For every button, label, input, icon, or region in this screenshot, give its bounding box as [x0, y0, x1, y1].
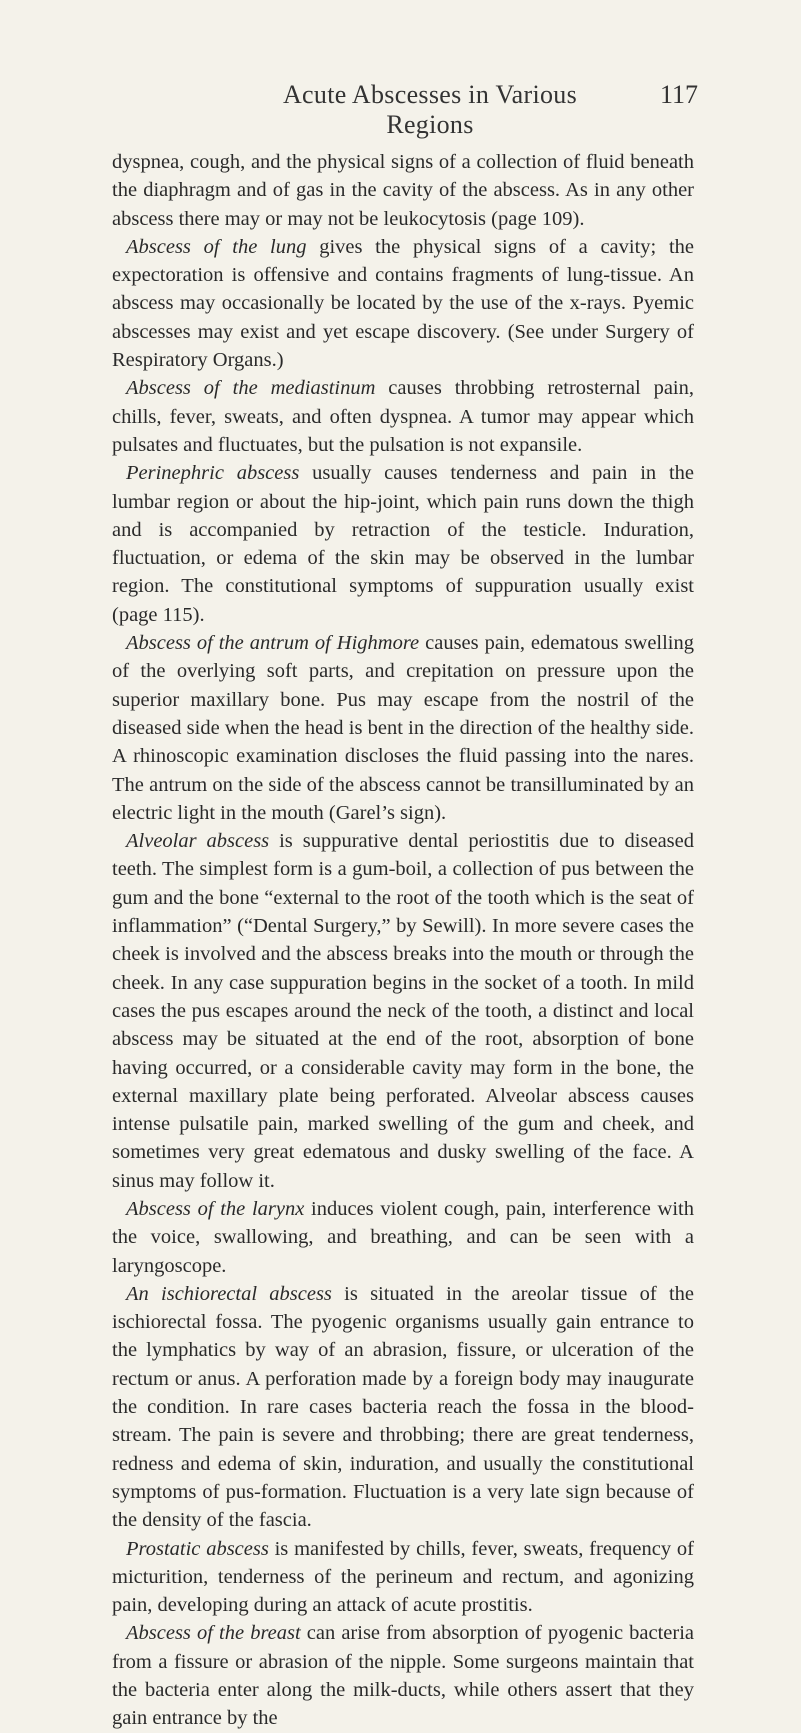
paragraph-term: Abscess of the antrum of Highmore: [126, 632, 420, 655]
paragraph-text: dyspnea, cough, and the physical signs of a collection of fluid beneath the diaphragm and of gas in the cavity of the abscess. As in any other abscess there may or may not be leukocytosis (page 109).: [112, 151, 694, 230]
paragraph-text: induces violent cough, pain, interference with the voice, swallowing, and breathing, and can be seen with a laryngoscope.: [112, 1197, 695, 1277]
paragraph-perinephric-abscess: [112, 459, 694, 629]
paragraph-larynx-abscess: [112, 1195, 694, 1280]
paragraph-term: Abscess of the lung: [126, 235, 307, 258]
body-text: [112, 148, 694, 1733]
paragraph-text: causes throbbing retrosternal pain, chills, fever, sweats, and often dyspnea. A tumor may appear which pulsates and fluctuates, but the pulsation is not expansile.: [112, 377, 694, 456]
paragraph-term: Prostatic abscess: [126, 1537, 269, 1560]
paragraph-term: Alveolar abscess: [126, 830, 270, 853]
paragraph-text: gives the physical signs of a cavity; the expectoration is offensive and contains fragments of lung-tissue. An abscess may occasionally be located by the use of the x-rays. Pyemic abscesses may exist and yet escape discovery. (See under Surgery of Respiratory Organs.): [112, 235, 694, 372]
page-number: 117: [660, 80, 699, 109]
paragraph-alveolar-abscess: [112, 827, 694, 1195]
paragraph-text: can arise from absorption of pyogenic bacteria from a fissure or abrasion of the nipple. Some surgeons maintain that the bacteria enter along the milk-ducts, while others assert that they gain entrance by the: [112, 1622, 694, 1730]
paragraph-text: causes pain, edematous swelling of the overlying soft parts, and crepitation on pressure upon the superior maxillary bone. Pus may escape from the nostril of the diseased side when the head is bent in the direction of the healthy side. A rhinoscopic examination discloses the fluid passing into the nares. The antrum on the side of the abscess cannot be transilluminated by an electric light in the mouth (Garel’s sign).: [112, 632, 695, 824]
paragraph-text: is suppurative dental periostitis due to diseased teeth. The simplest form is a gum-boil, a collection of pus between the gum and the bone “external to the root of the tooth which is the seat of inflammation” (“Dental Surgery,” by Sewill). In more severe cases the cheek is involved and the abscess breaks into the mouth or through the cheek. In any case suppuration begins in the socket of a tooth. In mild cases the pus escapes around the neck of the tooth, a distinct and local abscess may be situated at the end of the root, absorption of bone having occurred, or a considerable cavity may form in the bone, the external maxillary plate being perforated. Alveolar abscess causes intense pulsatile pain, marked swelling of the gum and cheek, and sometimes very great edematous and dusky swelling of the face. A sinus may follow it.: [112, 830, 694, 1192]
paragraph-text: is manifested by chills, fever, sweats, frequency of micturition, tenderness of the perineum and rectum, and agonizing pain, developing during an attack of acute prostitis.: [112, 1537, 694, 1617]
paragraph-term: Abscess of the breast: [126, 1622, 301, 1645]
paragraph-breast-abscess: [112, 1619, 694, 1732]
paragraph-ischiorectal-abscess: [112, 1280, 694, 1535]
paragraph-mediastinum-abscess: [112, 374, 694, 459]
running-head: Acute Abscesses in Various Regions: [282, 80, 577, 139]
paragraph-text: usually causes tenderness and pain in the lumbar region or about the hip-joint, which pain runs down the thigh and is accompanied by retraction of the testicle. Induration, fluctuation, or edema of the skin may be observed in the lumbar region. The constitutional symptoms of suppuration usually exist (page 115).: [112, 462, 694, 626]
paragraph-term: An ischiorectal abscess: [126, 1282, 332, 1305]
paragraph-prostatic-abscess: [112, 1535, 694, 1620]
paragraph-lung-abscess: [112, 233, 694, 374]
paragraph-antrum-abscess: [112, 629, 694, 827]
paragraph-term: Abscess of the larynx: [126, 1197, 305, 1220]
paragraph-term: Perinephric abscess: [126, 462, 300, 485]
paragraph-text: is situated in the areolar tissue of the ischiorectal fossa. The pyogenic organisms usually gain entrance to the lymphatics by way of an abrasion, fissure, or ulceration of the rectum or anus. A perforation made by a foreign body may inaugurate the condition. In rare cases bacteria reach the fossa in the blood-stream. The pain is severe and throbbing; there are great tenderness, redness and edema of skin, induration, and usually the constitutional symptoms of pus-formation. Fluctuation is a very late sign because of the density of the fascia.: [112, 1282, 694, 1532]
paragraph-term: Abscess of the mediastinum: [126, 377, 376, 400]
paragraph-subphrenic-continued: [112, 148, 694, 233]
